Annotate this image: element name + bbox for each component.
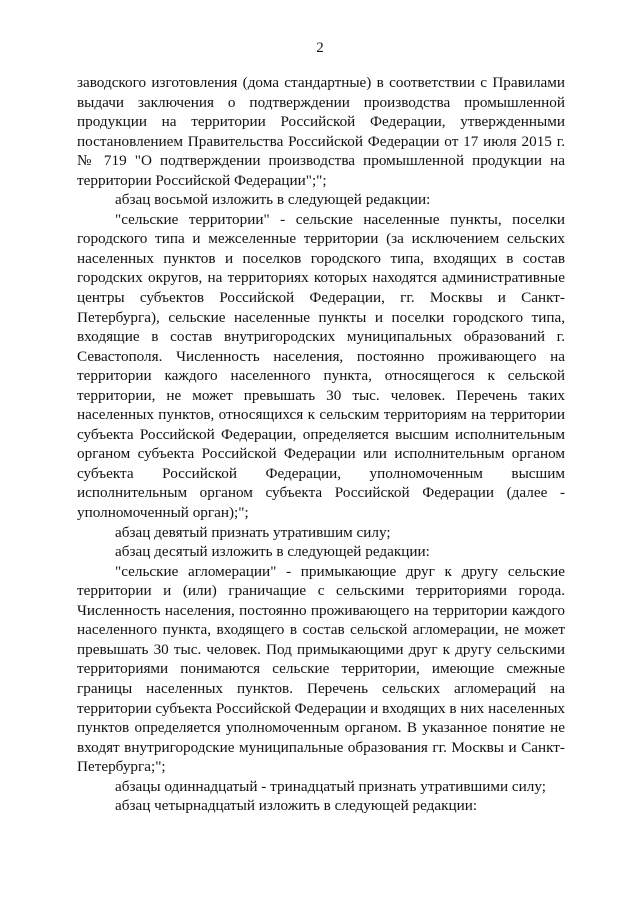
paragraph-abzac-10-instruction: абзац десятый изложить в следующей редакции:: [115, 543, 430, 561]
page-number: 2: [316, 40, 324, 56]
document-body: [77, 73, 565, 816]
paragraph-rural-territories-definition: "сельские территории" - сельские населенные пункты, поселки городского типа и межселенные территории (за исключением сельских населенных пунктов и поселков городского типа, входящих в состав городских округов, на территориях которых находятся административные центры субъектов Российской Федерации, гг. Москвы и Санкт-Петербурга), сельские населенные пункты и поселки городского типа, входящие в состав внутригородских муниципальных образований г. Севастополя. Численность населения, постоянно проживающего на территории каждого населенного пункта, относящегося к сельской территории, не может превышать 30 тыс. человек. Перечень таких населенных пунктов, относящихся к сельским территориям на территории субъекта Российской Федерации, определяется высшим исполнительным органом субъекта Российской Федерации или исполнительным органом субъекта Российской Федерации, уполномоченным высшим исполнительным органом субъекта Российской Федерации (далее - уполномоченный орган);";: [77, 210, 565, 522]
paragraph-continuation: заводского изготовления (дома стандартные) в соответствии с Правилами выдачи заключения о подтверждении производства промышленной продукции на территории Российской Федерации, утвержденными постановлением Правительства Российской Федерации от 17 июля 2015 г. № 719 "О подтверждении производства промышленной продукции на территории Российской Федерации";";: [77, 74, 565, 189]
paragraph-abzac-9-instruction: абзац девятый признать утратившим силу;: [115, 523, 391, 541]
paragraph-rural-agglomerations-definition: "сельские агломерации" - примыкающие друг к другу сельские территории и (или) граничащие с сельскими территориями города. Численность населения, постоянно проживающего на территории каждого населенного пункта, входящего в состав сельской агломерации, не может превышать 30 тыс. человек. Под примыкающими друг к другу сельскими территориями понимаются сельские территории, имеющие смежные границы населенных пунктов. Перечень сельских агломераций на территории субъекта Российской Федерации и входящих в них населенных пунктов определяется уполномоченным органом. В указанное понятие не входят внутригородские муниципальные образования гг. Москвы и Санкт-Петербурга;";: [77, 562, 565, 776]
paragraph-abzac-11-13-instruction: абзацы одиннадцатый - тринадцатый признать утратившими силу;: [115, 777, 546, 795]
paragraph-abzac-8-instruction: абзац восьмой изложить в следующей редакции:: [115, 191, 431, 209]
paragraph-abzac-14-instruction: абзац четырнадцатый изложить в следующей редакции:: [115, 797, 478, 815]
